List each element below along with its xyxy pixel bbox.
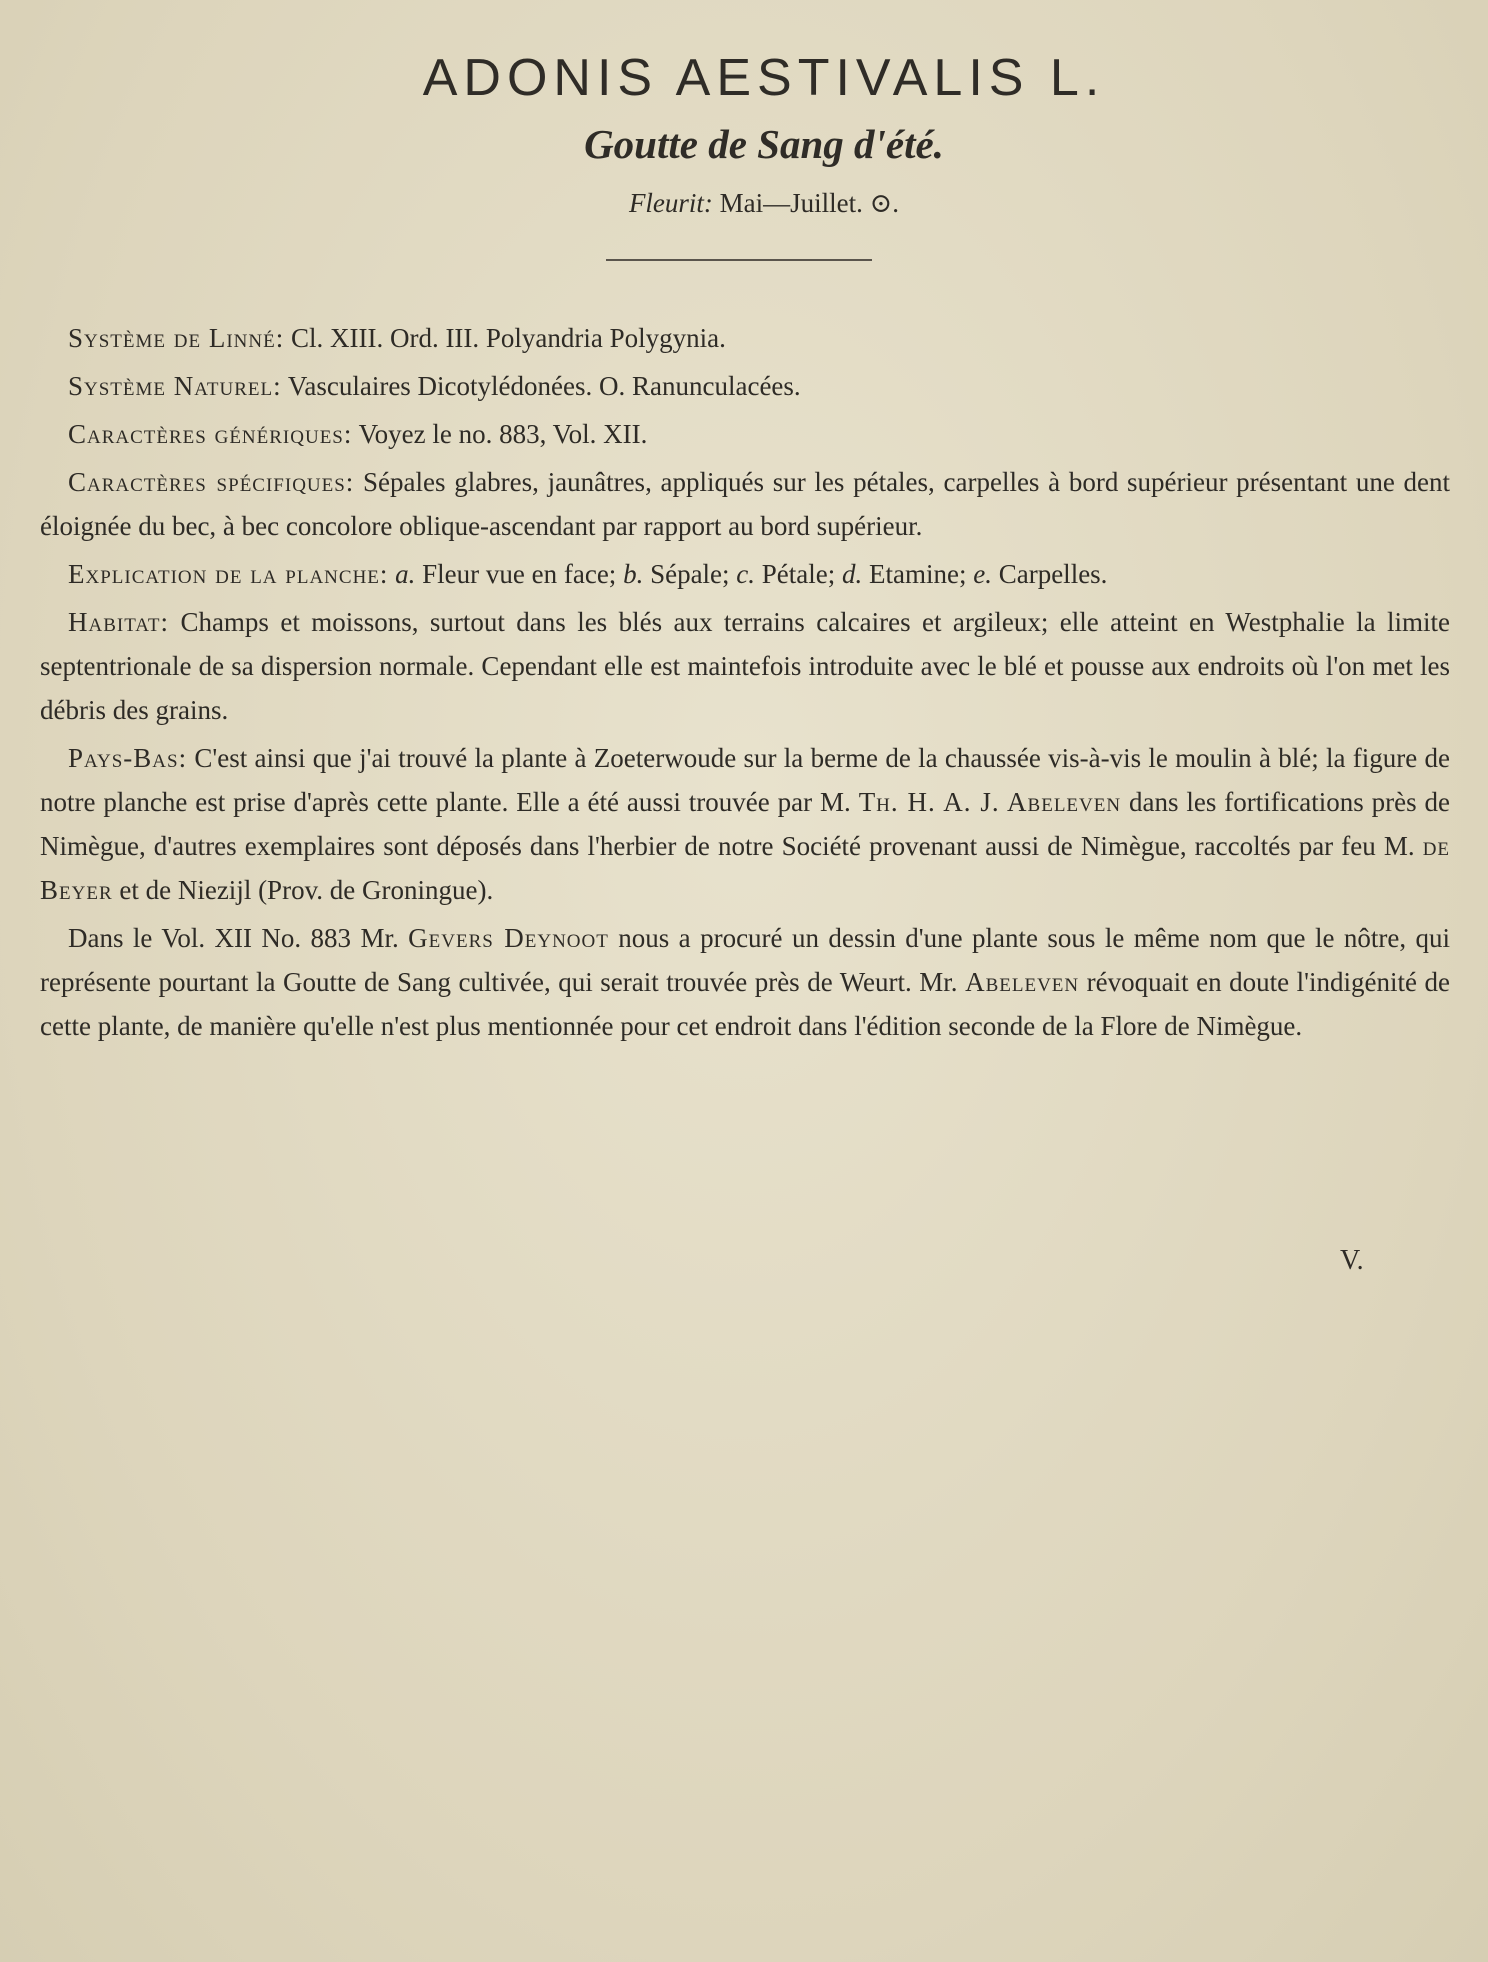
- header-divider: [606, 259, 872, 261]
- section-text: C'est ainsi que j'ai trouvé la plante à Zoeterwoude sur la berme de la chaussée vis-à-vis le moulin à blé; la figure de notre planche est prise d'après cette plante. Elle a été aussi trouvée par M.: [40, 743, 1451, 817]
- section-text: dans les fortifications près de Nimègue, d'autres exemplaires sont déposés dans l'herbier de notre Société provenant aussi de Nimègue, raccoltés par feu M.: [40, 787, 1451, 861]
- plate-text-d: Etamine;: [869, 559, 967, 589]
- section-text: Dans le Vol. XII No. 883 Mr.: [68, 923, 399, 953]
- section-generiques: [40, 412, 1450, 456]
- plate-key-d: d.: [842, 559, 863, 589]
- section-text: Vasculaires Dicotylédonées. O. Ranunculacées.: [287, 371, 801, 401]
- section-label: Explication de la planche:: [68, 559, 389, 589]
- section-text: Voyez le no. 883, Vol. XII.: [358, 419, 648, 449]
- section-specifiques: [40, 460, 1450, 548]
- section-label: Système de Linné:: [68, 323, 285, 353]
- section-habitat: [40, 600, 1450, 732]
- body-text: [40, 316, 1450, 1052]
- flowering-label: Fleurit:: [628, 188, 713, 218]
- plate-text-b: Sépale;: [650, 559, 730, 589]
- section-text: Cl. XIII. Ord. III. Polyandria Polygynia.: [290, 323, 726, 353]
- plate-text-a: Fleur vue en face;: [422, 559, 617, 589]
- section-pays-bas: [40, 736, 1450, 912]
- section-text: Sépales glabres, jaunâtres, appliqués sur les pétales, carpelles à bord supérieur présentant une dent éloignée du bec, à bec concolore oblique-ascendant par rapport au bord supérieur.: [40, 467, 1451, 541]
- page-subtitle: Goutte de Sang d'été.: [584, 121, 944, 167]
- person-name: de Beyer: [40, 831, 1451, 905]
- plate-text-e: Carpelles.: [998, 559, 1108, 589]
- section-naturel: [40, 364, 1450, 408]
- plate-key-e: e.: [973, 559, 992, 589]
- section-linne: [40, 316, 1450, 360]
- plate-key-c: c.: [736, 559, 756, 589]
- flowering-period: [0, 188, 1488, 219]
- section-label: Caractères spécifiques:: [68, 467, 355, 497]
- section-label: Caractères génériques:: [68, 419, 353, 449]
- section-text: nous a procuré un dessin d'une plante sous le même nom que le nôtre, qui représente pourtant la Goutte de Sang cultivée, qui serait trouvée près de Weurt. Mr.: [40, 923, 1450, 997]
- person-name: Th. H. A. J. Abeleven: [858, 787, 1122, 817]
- plate-key-b: b.: [623, 559, 644, 589]
- flowering-value: Mai—Juillet. ⊙.: [719, 188, 900, 218]
- page-title: ADONIS AESTIVALIS L.: [422, 49, 1106, 107]
- section-text: et de Niezijl (Prov. de Groningue).: [119, 875, 494, 905]
- section-label: Pays-Bas:: [68, 743, 188, 773]
- section-text: révoquait en doute l'indigénité de cette plante, de manière qu'elle n'est plus mentionnée pour cet endroit dans l'édition seconde de la Flore de Nimègue.: [40, 967, 1451, 1041]
- plate-key-a: a.: [395, 559, 416, 589]
- section-final: [40, 916, 1450, 1048]
- plate-text-c: Pétale;: [761, 559, 836, 589]
- person-name: Abeleven: [965, 967, 1080, 997]
- section-text: Champs et moissons, surtout dans les blés aux terrains calcaires et argileux; elle atteint en Westphalie la limite septentrionale de sa dispersion normale. Cependant elle est maintefois introduite avec le blé et pousse aux endroits où l'on met les débris des grains.: [40, 607, 1450, 725]
- section-label: Habitat:: [68, 607, 170, 637]
- section-explication: [40, 552, 1450, 596]
- author-signature: V.: [1340, 1245, 1364, 1276]
- section-label: Système Naturel:: [68, 371, 282, 401]
- person-name: Gevers Deynoot: [408, 923, 609, 953]
